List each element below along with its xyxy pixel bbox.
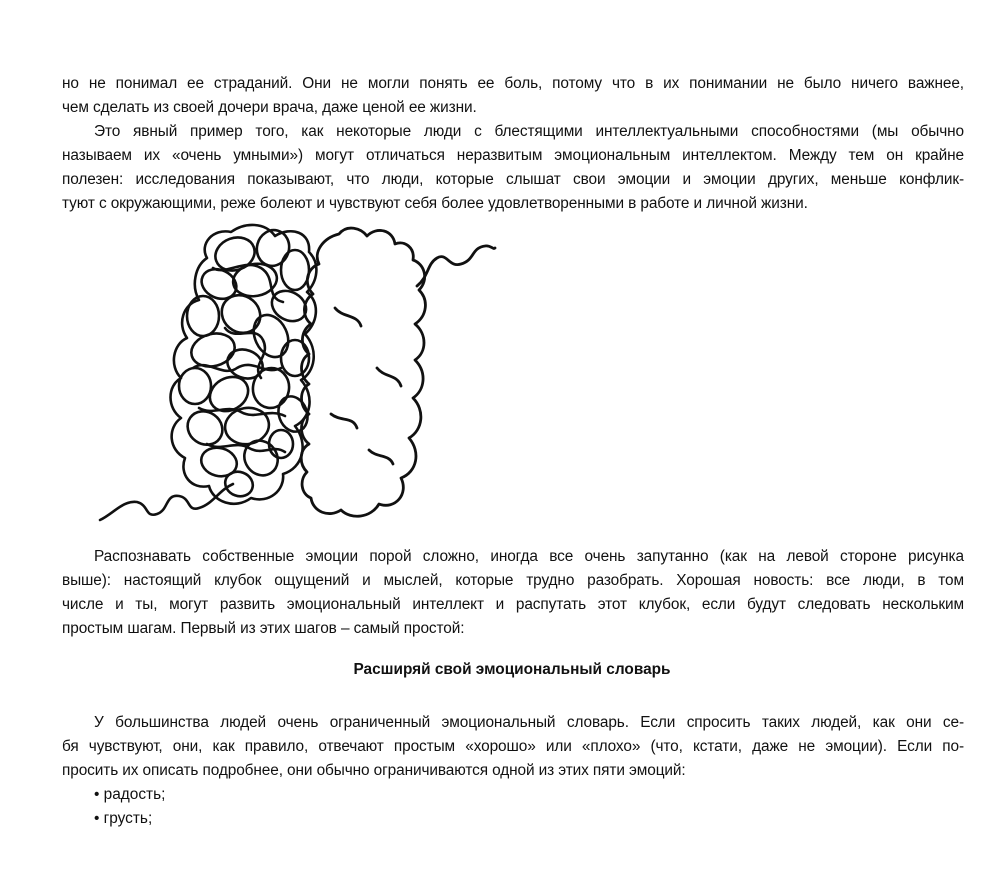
paragraph-3-line-1: Распознавать собственные эмоции порой сложно, иногда все очень запутанно (как на левой стороне рисунка <box>94 548 964 565</box>
paragraph-2-line-2: называем их «очень умными») могут отличаться неразвитым эмоциональным интеллектом. Между тем он крайне <box>62 147 964 164</box>
paragraph-2-line-3: полезен: исследования показывают, что люди, которые слышат свои эмоции и эмоции других, меньше конфлик- <box>62 171 964 188</box>
smooth-brain-outline-icon <box>301 228 495 516</box>
list-item: • грусть; <box>94 810 153 827</box>
paragraph-2-line-1: Это явный пример того, как некоторые люди с блестящими интеллектуальными способностями (мы обычно <box>94 123 964 140</box>
paragraph-3-line-2: выше): настоящий клубок ощущений и мыслей, которые трудно разобрать. Хорошая новость: все люди, в том <box>62 572 964 589</box>
tangled-scribble-brain-icon <box>100 225 316 520</box>
paragraph-3-line-4: простым шагам. Первый из этих шагов – самый простой: <box>62 620 465 637</box>
brain-illustration <box>95 218 497 526</box>
list-item: • радость; <box>94 786 166 803</box>
paragraph-4-line-2: бя чувствуют, они, как правило, отвечают простым «хорошо» или «плохо» (что, кстати, даже не эмоции). Если по- <box>62 738 964 755</box>
section-heading: Расширяй свой эмоциональный словарь <box>353 661 671 678</box>
paragraph-4-line-1: У большинства людей очень ограниченный эмоциональный словарь. Если спросить таких людей, как они се- <box>94 714 964 731</box>
paragraph-3-line-3: числе и ты, могут развить эмоциональный интеллект и распутать этот клубок, если будут следовать нескольким <box>62 596 964 613</box>
paragraph-2-line-4: туют с окружающими, реже болеют и чувствуют себя более удовлетворенными в работе и личной жизни. <box>62 195 808 212</box>
paragraph-4-line-3: просить их описать подробнее, они обычно ограничиваются одной из этих пяти эмоций: <box>62 762 686 779</box>
paragraph-1-line-2: чем сделать из своей дочери врача, даже ценой ее жизни. <box>62 99 477 116</box>
paragraph-1-line-1: но не понимал ее страданий. Они не могли понять ее боль, потому что в их понимании не было ничего важнее, <box>62 75 964 92</box>
